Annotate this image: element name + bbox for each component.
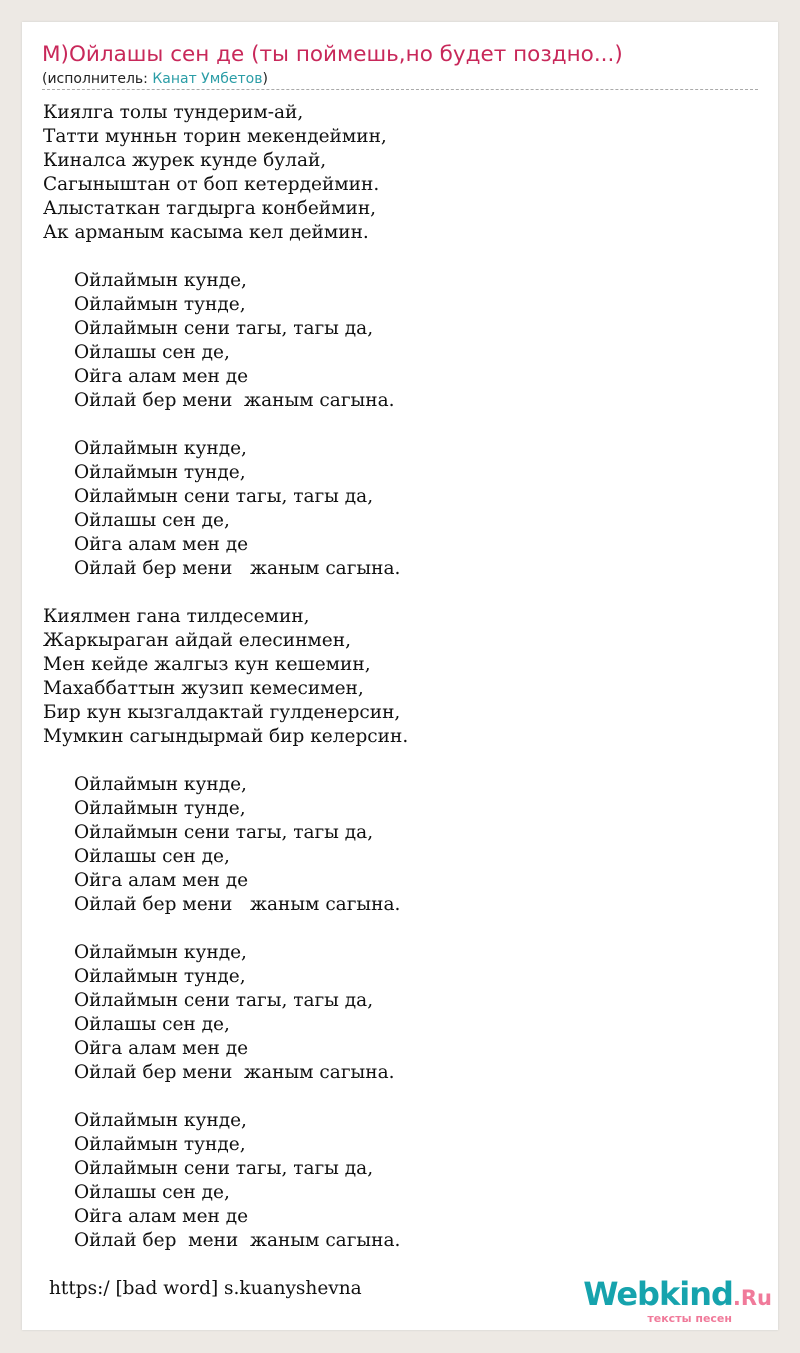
artist-link[interactable]: Канат Умбетов xyxy=(152,71,263,87)
lyric-line: Махаббаттын жузип кемесимен, xyxy=(43,678,364,699)
lyric-line: Ойлаймын тунде, xyxy=(74,294,246,315)
lyric-line: Алыстаткан тагдырга конбеймин, xyxy=(43,198,377,219)
lyric-line: Ойлаймын тунде, xyxy=(74,462,246,483)
lyric-line: Ойга алам мен де xyxy=(74,534,249,555)
lyric-line xyxy=(43,917,408,941)
lyric-line: Ойлаймын тунде, xyxy=(74,966,246,987)
lyric-line: Ойлаймын сени тагы, тагы да, xyxy=(74,1158,374,1179)
logo-tld: .Ru xyxy=(732,1286,772,1310)
lyric-line: Киялмен гана тилдесемин, xyxy=(43,606,310,627)
lyric-line: Киналса журек кунде булай, xyxy=(43,150,327,171)
lyric-line: Мен кейде жалгыз кун кешемин, xyxy=(43,654,371,675)
lyric-line: Ойлай бер мени жаным сагына. xyxy=(74,390,395,411)
lyrics-card xyxy=(22,22,778,1330)
artist-prefix: (исполнитель: xyxy=(42,71,153,87)
lyric-line: Ойлашы сен де, xyxy=(74,510,230,531)
artist-suffix: ) xyxy=(262,71,268,87)
logo-main: Webkind xyxy=(583,1275,733,1313)
lyric-line xyxy=(43,245,408,269)
lyric-line: Ойлаймын сени тагы, тагы да, xyxy=(74,822,374,843)
lyric-line: Ойлаймын кунде, xyxy=(74,1110,247,1131)
song-title: М)Ойлашы сен де (ты поймешь,но будет поздно...) xyxy=(42,42,623,67)
lyric-line: Ойлаймын кунде, xyxy=(74,270,247,291)
logo-wordmark xyxy=(583,1276,772,1312)
lyric-line: Ойлашы сен де, xyxy=(74,1014,230,1035)
lyric-line: Сагыныштан от боп кетердеймин. xyxy=(43,174,380,195)
lyric-line: Ойга алам мен де xyxy=(74,1206,249,1227)
lyric-line: Ойлаймын сени тагы, тагы да, xyxy=(74,990,374,1011)
lyric-line: Ойлашы сен де, xyxy=(74,846,230,867)
lyric-line xyxy=(43,413,408,437)
lyric-line: Мумкин сагындырмай бир келерсин. xyxy=(43,726,409,747)
lyric-line: Ойга алам мен де xyxy=(74,1038,249,1059)
lyric-line xyxy=(43,1085,408,1109)
lyric-line: Ойга алам мен де xyxy=(74,366,249,387)
lyric-line: Ойга алам мен де xyxy=(74,870,249,891)
lyric-line: Татти мунньн торин мекендеймин, xyxy=(43,126,387,147)
lyric-line: Ак арманым касыма кел деймин. xyxy=(43,222,369,243)
lyric-line: Ойлай бер мени жаным сагына. xyxy=(74,1230,401,1251)
lyric-line: Ойлай бер мени жаным сагына. xyxy=(74,558,401,579)
lyric-line xyxy=(43,581,408,605)
credit-text: https:/ [bad word] s.kuanyshevna xyxy=(49,1278,362,1299)
lyric-line: Ойлай бер мени жаным сагына. xyxy=(74,1062,395,1083)
lyric-line: Ойлай бер мени жаным сагына. xyxy=(74,894,401,915)
lyric-line: Ойлаймын сени тагы, тагы да, xyxy=(74,318,374,339)
lyric-line: Ойлаймын кунде, xyxy=(74,774,247,795)
lyric-line xyxy=(43,749,408,773)
lyric-line: Ойлаймын кунде, xyxy=(74,438,247,459)
lyric-line: Ойлаймын тунде, xyxy=(74,798,246,819)
lyric-line: Ойлашы сен де, xyxy=(74,1182,230,1203)
webkind-logo[interactable] xyxy=(583,1276,772,1325)
lyric-line: Ойлаймын тунде, xyxy=(74,1134,246,1155)
lyric-line: Бир кун кызгалдактай гулденерсин, xyxy=(43,702,401,723)
artist-line xyxy=(42,71,268,87)
logo-tagline: тексты песен xyxy=(647,1312,732,1325)
lyric-line: Ойлашы сен де, xyxy=(74,342,230,363)
lyric-line: Ойлаймын кунде, xyxy=(74,942,247,963)
lyric-line: Киялга толы тундерим-ай, xyxy=(43,102,304,123)
lyrics-text xyxy=(43,101,408,1253)
divider xyxy=(42,89,758,90)
lyric-line: Жаркыраган айдай елесинмен, xyxy=(43,630,351,651)
lyric-line: Ойлаймын сени тагы, тагы да, xyxy=(74,486,374,507)
